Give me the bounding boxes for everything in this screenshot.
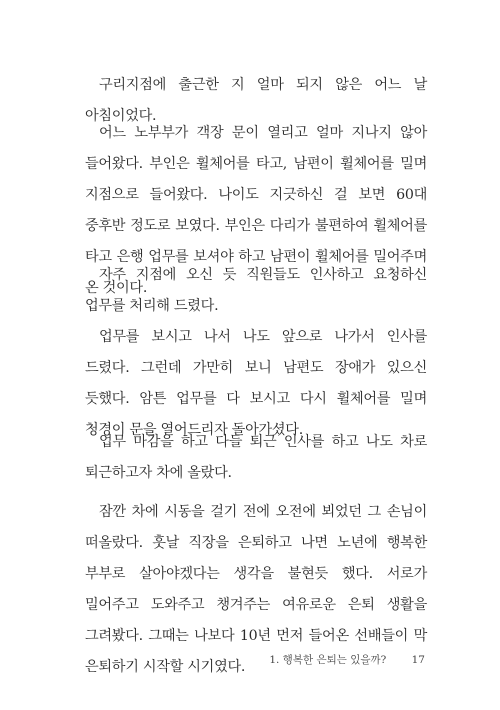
paragraph: 잠깐 차에 시동을 걸기 전에 오전에 뵈었던 그 손님이 떠올랐다. 훗날 직장을 은퇴하고 나면 노년에 행복한 부부로 살아야겠다는 생각을 불현듯 했다. 서로가 밀어주고 도와주고 챙겨주는 여유로운 은퇴 생활을 그려봤다. 그때는 나보다 10년 먼저 들어온 선배들이 막 은퇴하기 시작할 시기였다. — [85, 504, 427, 675]
paragraph-block-3 — [85, 260, 427, 446]
paragraph: 업무를 보시고 나서 나도 앞으로 나가서 인사를 드렸다. 그런데 가만히 보니 남편도 장애가 있으신 듯했다. 암튼 업무를 다 보시고 다시 휠체어를 밀며 청경이 문을 열어드리자 돌아가셨다. — [85, 329, 427, 438]
paragraph: 어느 노부부가 객장 문이 열리고 얼마 지나지 않아 들어왔다. 부인은 휠체어를 타고, 남편이 휠체어를 밀며 지점으로 들어왔다. 나이도 지긋하신 걸 보면 60대 중후반 정도로 보였다. 부인은 다리가 불편하여 휠체어를 타고 은행 업무를 보셔야 하고 남편이 휠체어를 밀어주며 온 것이다. — [85, 125, 427, 296]
paragraph: 구리지점에 출근한 지 얼마 되지 않은 어느 날 아침이었다. — [85, 77, 427, 124]
paragraph: 업무 마감을 하고 다들 퇴근 인사를 하고 나도 차로 퇴근하고자 차에 올랐다. — [85, 434, 427, 481]
paragraph-block-4 — [85, 427, 427, 489]
paragraph: 자주 지점에 오신 듯 직원들도 인사하고 요청하신 업무를 처리해 드렸다. — [85, 267, 427, 314]
page-footer — [269, 652, 425, 667]
page-number: 17 — [411, 654, 425, 666]
chapter-title: 1. 행복한 은퇴는 있을까? — [269, 654, 387, 666]
